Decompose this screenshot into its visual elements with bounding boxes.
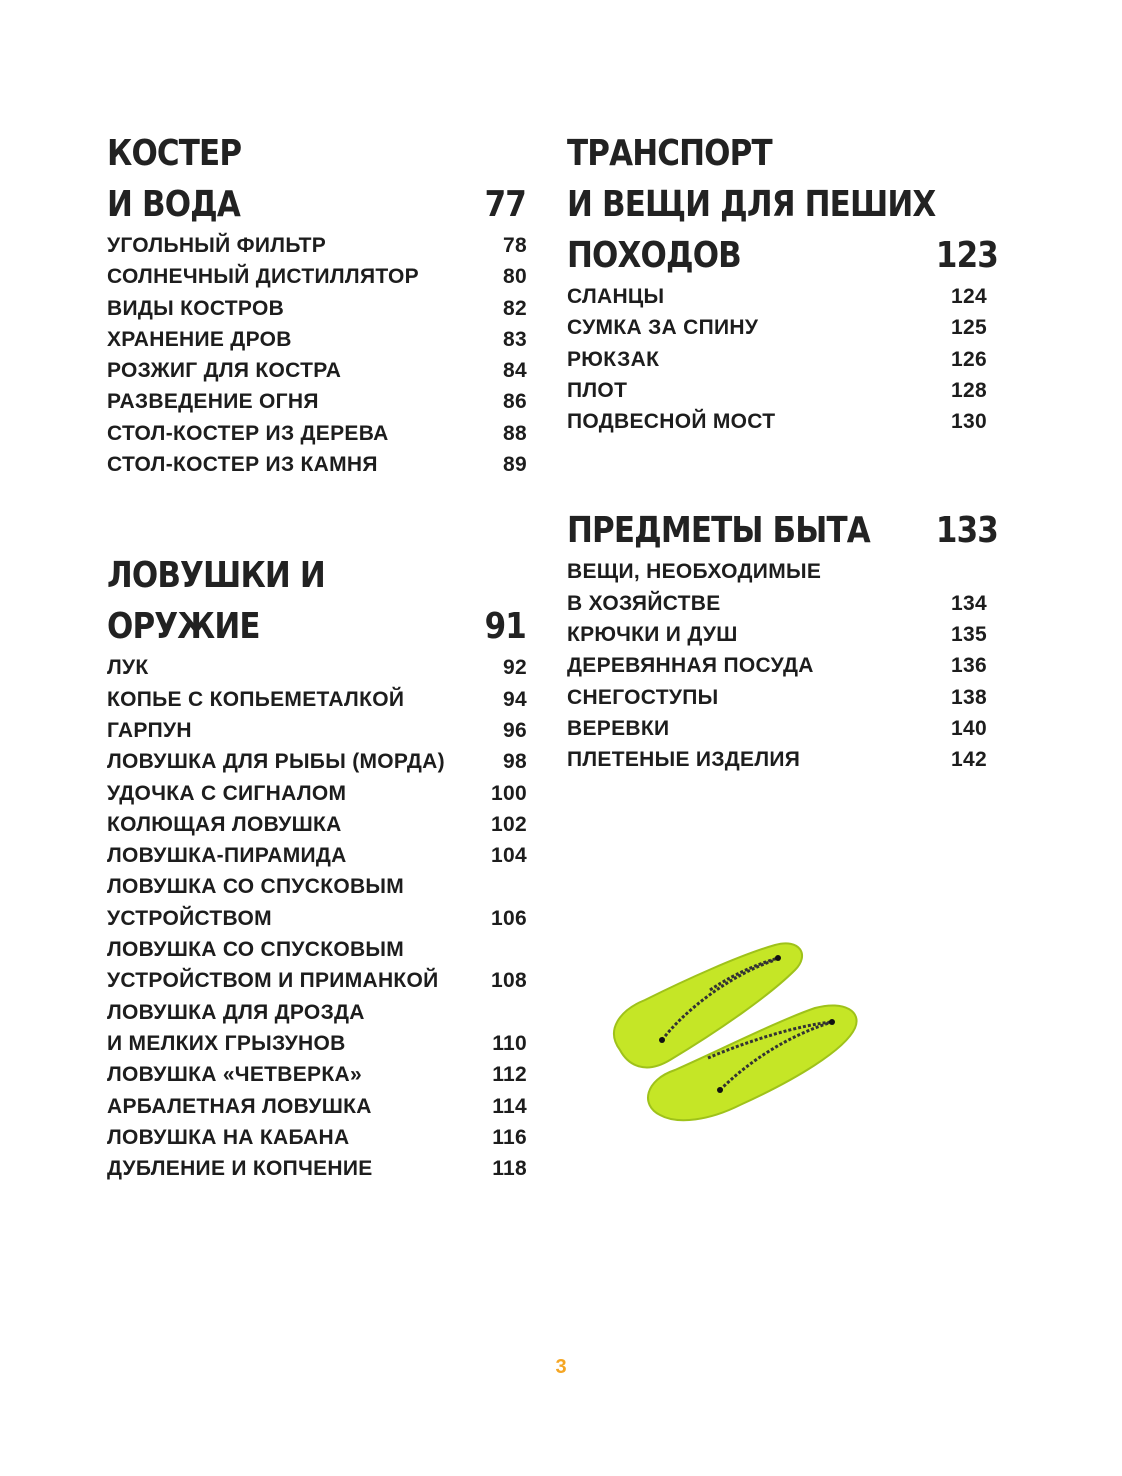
section-heading [107,550,526,652]
toc-entry [107,840,527,871]
toc-entry-page: 96 [503,718,527,742]
toc-entry [567,344,999,375]
section-page: 77 [484,184,526,225]
toc-entry [567,406,999,437]
toc-entry [567,713,999,744]
toc-entry-page: 80 [503,265,527,289]
toc-entry-label: ЛОВУШКА ДЛЯ ДРОЗДА И МЕЛКИХ ГРЫЗУНОВ [107,1000,365,1055]
toc-entry-label: УДОЧКА С СИГНАЛОМ [107,781,347,805]
toc-entry-label: ДУБЛЕНИЕ И КОПЧЕНИЕ [107,1157,373,1181]
toc-entry-label: ДЕРЕВЯННАЯ ПОСУДА [567,654,814,678]
section-title: КОСТЕР И ВОДА [107,133,242,225]
toc-entry-label: ЛОВУШКА НА КАБАНА [107,1125,350,1149]
toc-entry [567,682,999,713]
toc-entry-label: ЛОВУШКА «ЧЕТВЕРКА» [107,1063,362,1087]
toc-entry-label: ВЕРЕВКИ [567,716,670,740]
toc-entry-page: 112 [492,1063,527,1087]
toc-entry-label: ЛОВУШКА СО СПУСКОВЫМ УСТРОЙСТВОМ [107,875,405,930]
toc-entry-page: 130 [951,410,987,434]
toc-column-left [107,128,527,1184]
toc-entry-label: ВЕЩИ, НЕОБХОДИМЫЕ В ХОЗЯЙСТВЕ [567,560,822,615]
toc-entry-page: 108 [491,969,527,993]
toc-entry-label: СТОЛ-КОСТЕР ИЗ ДЕРЕВА [107,421,389,445]
toc-entry-page: 135 [951,623,987,647]
section-heading [567,505,998,556]
toc-entry [107,1122,527,1153]
toc-entry-label: ЛОВУШКА СО СПУСКОВЫМ УСТРОЙСТВОМ И ПРИМАНКОЙ [107,938,439,993]
toc-entry [567,650,999,681]
toc-entry [107,293,527,324]
toc-entry-page: 102 [491,812,527,836]
toc-entry-label: ГАРПУН [107,718,192,742]
toc-entry-label: ПОДВЕСНОЙ МОСТ [567,410,776,434]
toc-entry-label: РАЗВЕДЕНИЕ ОГНЯ [107,390,319,414]
toc-entry-label: КРЮЧКИ И ДУШ [567,623,738,647]
toc-entry [107,261,527,292]
toc-entry-label: РОЗЖИГ ДЛЯ КОСТРА [107,359,342,383]
toc-entry-page: 124 [951,285,987,308]
section-page: 123 [935,235,998,276]
toc-entry [107,715,527,746]
toc-entry-page: 100 [491,781,527,805]
section-page: 133 [935,510,998,552]
section-heading [567,128,998,281]
toc-entry [567,312,999,343]
toc-entry [107,746,527,777]
toc-entry [107,934,527,997]
toc-entry [107,1153,527,1184]
toc-column-right [567,128,999,776]
toc-entry [567,744,999,775]
toc-entry-label: СУМКА ЗА СПИНУ [567,316,759,340]
toc-entry [107,809,527,840]
toc-entry [107,778,527,809]
toc-entry [107,652,527,683]
toc-entry-page: 78 [503,234,527,257]
toc-entry-page: 86 [503,390,527,414]
toc-entry [567,281,999,312]
toc-entry-page: 88 [503,421,527,445]
toc-entry-page: 84 [503,359,527,383]
toc-entry-page: 142 [951,748,987,772]
toc-entry-page: 92 [503,656,527,680]
toc-entry-label: КОПЬЕ С КОПЬЕМЕТАЛКОЙ [107,687,405,711]
toc-entry-page: 134 [951,591,987,615]
toc-entry-label: ЛОВУШКА ДЛЯ РЫБЫ (МОРДА) [107,750,445,774]
toc-entry [107,449,527,480]
toc-entry-page: 94 [503,687,527,711]
toc-entry [107,871,527,934]
toc-entry [107,684,527,715]
toc-entry [107,355,527,386]
toc-entry-label: ХРАНЕНИЕ ДРОВ [107,327,292,351]
toc-entry-label: ВИДЫ КОСТРОВ [107,296,285,320]
toc-entry [567,556,999,619]
toc-entry [567,375,999,406]
toc-entry-label: СНЕГОСТУПЫ [567,685,719,709]
toc-entry-label: ПЛЕТЕНЫЕ ИЗДЕЛИЯ [567,748,801,772]
toc-entry [107,1091,527,1122]
toc-entry-label: СТОЛ-КОСТЕР ИЗ КАМНЯ [107,453,378,477]
toc-entry-page: 114 [492,1094,527,1118]
toc-entry-page: 106 [491,906,527,930]
section-title: ПРЕДМЕТЫ БЫТА [567,510,870,552]
toc-entry-page: 82 [503,296,527,320]
toc-entry-page: 89 [503,453,527,477]
toc-entry [107,386,527,417]
toc-entry-label: ЛУК [107,656,149,680]
section-spacer [107,480,527,550]
section-heading [107,128,526,230]
toc-entry-label: УГОЛЬНЫЙ ФИЛЬТР [107,234,327,257]
toc-entry-page: 98 [503,750,527,774]
toc-entry-page: 125 [951,316,987,340]
toc-entry-page: 110 [492,1031,527,1055]
toc-entry-page: 128 [951,378,987,402]
toc-entry [567,619,999,650]
toc-entry-page: 138 [951,685,987,709]
toc-entry-label: ЛОВУШКА-ПИРАМИДА [107,844,347,868]
page-number: 3 [555,1356,567,1378]
toc-entry-page: 126 [951,347,987,371]
toc-entry-page: 118 [492,1157,527,1181]
toc-entry-label: СОЛНЕЧНЫЙ ДИСТИЛЛЯТОР [107,265,419,289]
section-title: ТРАНСПОРТ И ВЕЩИ ДЛЯ ПЕШИХ ПОХОДОВ [567,133,936,276]
toc-entry-page: 116 [492,1125,527,1149]
toc-entry [107,1059,527,1090]
toc-entry [107,230,527,261]
toc-entry-label: ПЛОТ [567,378,628,402]
section-page: 91 [484,606,526,648]
flip-flops-icon [600,930,870,1130]
toc-entry-page: 104 [491,844,527,868]
toc-entry [107,418,527,449]
toc-entry-page: 136 [951,654,987,678]
toc-entry-label: АРБАЛЕТНАЯ ЛОВУШКА [107,1094,372,1118]
toc-entry-label: РЮКЗАК [567,347,660,371]
toc-entry-page: 83 [503,327,527,351]
section-title: ЛОВУШКИ И ОРУЖИЕ [107,555,325,648]
section-spacer [567,437,999,505]
toc-entry [107,324,527,355]
toc-entry [107,997,527,1060]
toc-entry-label: КОЛЮЩАЯ ЛОВУШКА [107,812,342,836]
toc-entry-page: 140 [951,716,987,740]
toc-entry-label: СЛАНЦЫ [567,285,665,308]
